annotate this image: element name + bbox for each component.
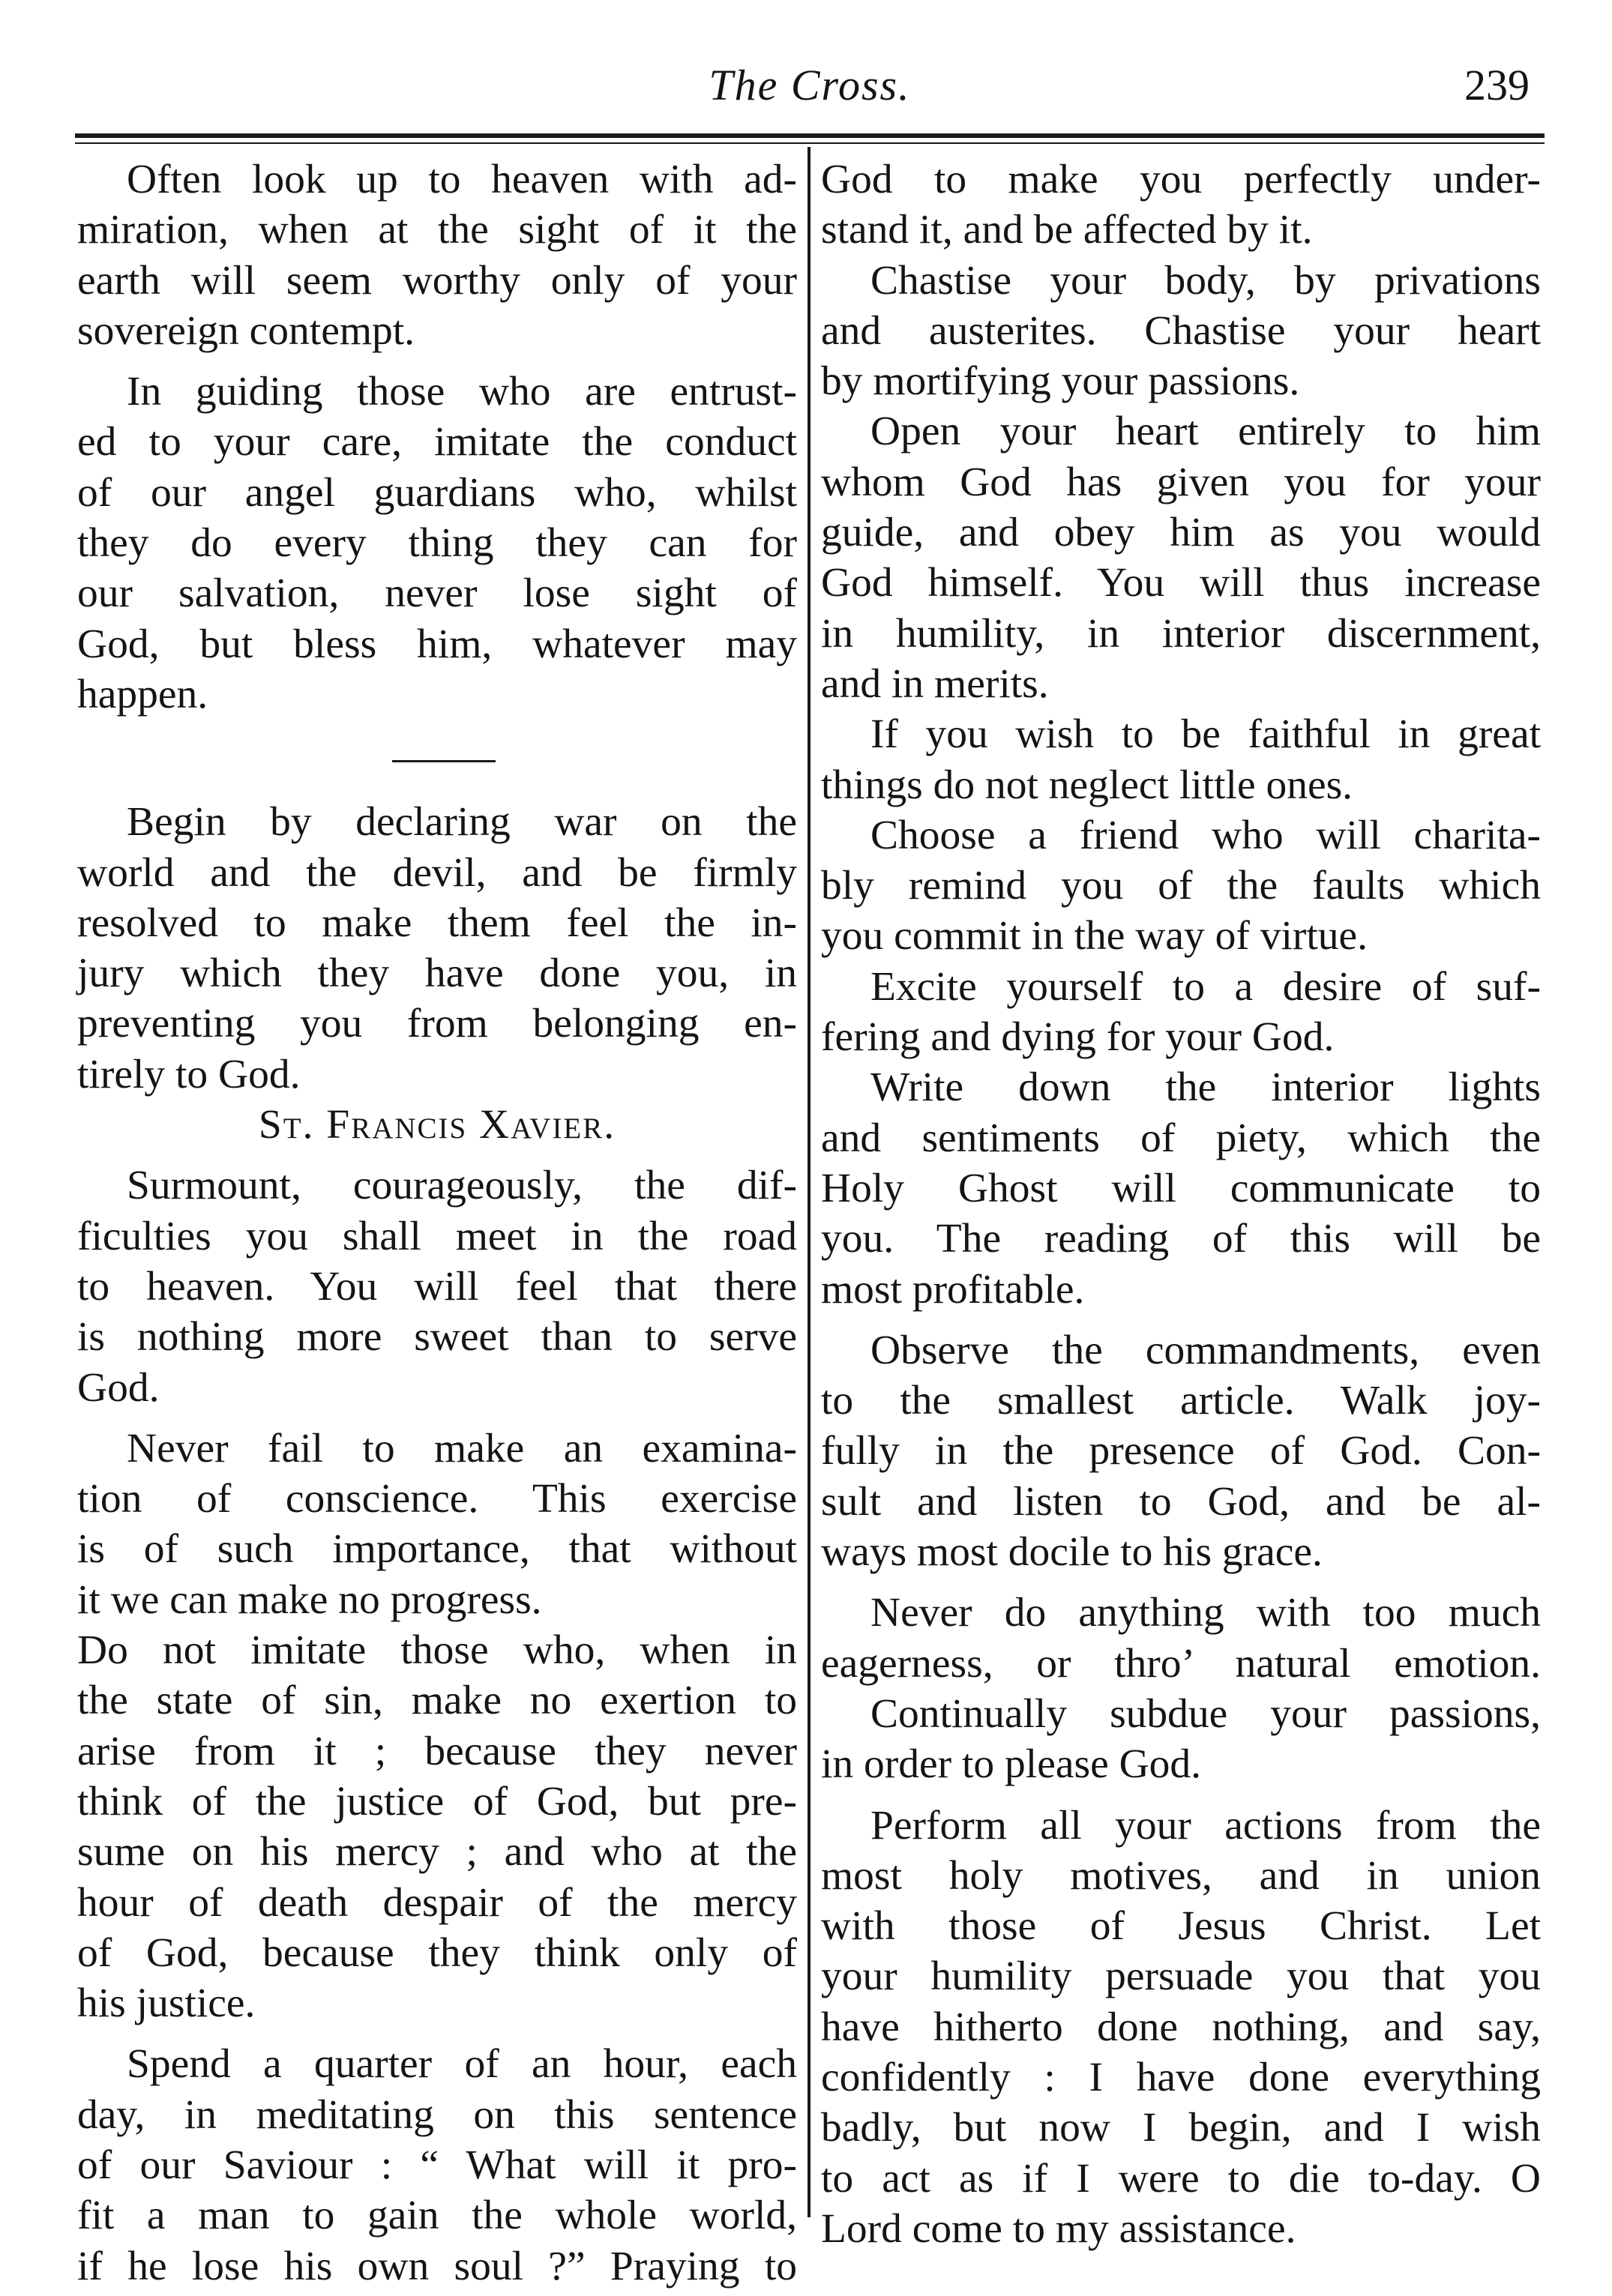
text-line: Often look up to heaven with ad- [127,157,797,202]
text-line: Do not imitate those who, when in [77,1627,797,1674]
text-line: miration, when at the sight of it the [77,207,797,253]
paragraph [821,154,1541,256]
text-line: to heaven. You will feel that there [77,1263,797,1310]
paragraph [821,1062,1541,1314]
text-line: confidently : I have done everything [821,2054,1541,2100]
text-line: Never do anything with too much [870,1590,1541,1636]
paragraph [821,1588,1541,1689]
text-line: Chastise your body, by privations [870,257,1541,304]
text-line: sume on his mercy ; and who at the [77,1829,797,1875]
text-line: Surmount, courageously, the dif- [127,1163,797,1209]
text-line: to act as if I were to die to-day. O [821,2155,1541,2202]
left-column [77,154,797,2292]
text-line: whom God has given you for your [821,459,1541,505]
text-line: God, but bless him, whatever may [77,621,797,667]
text-line: is nothing more sweet than to serve [77,1314,797,1361]
text-line: and sentiments of piety, which the [821,1115,1541,1161]
attribution-text: St. Francis Xavier. [258,1102,616,1148]
text-line: with those of Jesus Christ. Let [821,1903,1541,1950]
text-line: fit a man to gain the whole world, [77,2193,797,2239]
text-line: of our angel guardians who, whilst [77,469,797,516]
text-line: if he lose his own soul ?” Praying to [77,2243,797,2289]
text-line: badly, but now I begin, and I wish [821,2105,1541,2151]
section-separator [77,736,797,786]
text-line: they do every thing they can for [77,520,797,567]
text-line: jury which they have done you, in [77,950,797,997]
text-line: our salvation, never lose sight of [77,570,797,617]
paragraph [77,1423,797,1625]
text-line: in order to please God. [821,1741,1202,1788]
text-line: Observe the commandments, even [870,1327,1541,1373]
text-line: Holy Ghost will communicate to [821,1165,1541,1211]
text-line: to the smallest article. Walk joy- [821,1378,1541,1424]
text-line: God. [77,1364,160,1411]
text-line: think of the justice of God, but pre- [77,1778,797,1825]
paragraph [821,810,1541,962]
text-line: ed to your care, imitate the conduct [77,419,797,465]
text-line: most holy motives, and in union [821,1852,1541,1899]
paragraph [821,1801,1541,2255]
text-line: ways most docile to his grace. [821,1529,1323,1576]
text-line: sult and listen to God, and be al- [821,1478,1541,1525]
text-line: sovereign contempt. [77,307,415,354]
paragraph [77,1160,797,1412]
text-line: eagerness, or thro’ natural emotion. [821,1640,1541,1687]
text-line: you commit in the way of virtue. [821,913,1368,959]
text-line: day, in meditating on this sentence [77,2091,797,2138]
paragraph [77,1625,797,2028]
text-line: resolved to make them feel the in- [77,900,797,946]
text-line: world and the devil, and be firmly [77,849,797,896]
text-line: by mortifying your passions. [821,358,1300,405]
text-line: of our Saviour : “ What will it pro- [77,2142,797,2188]
paragraph [77,154,797,356]
text-line: God himself. You will thus increase [821,560,1541,606]
text-line: If you wish to be faithful in great [870,711,1541,758]
paragraph [821,406,1541,709]
running-title: The Cross. [709,61,911,109]
column-divider [807,147,810,2217]
text-line: fully in the presence of God. Con- [821,1428,1541,1474]
text-line: Write down the interior lights [870,1064,1541,1111]
text-line: things do not neglect little ones. [821,762,1353,808]
text-line: ficulties you shall meet in the road [77,1213,797,1259]
text-line: Choose a friend who will charita- [870,812,1541,858]
text-line: tirely to God. [77,1051,301,1097]
text-line: you. The reading of this will be [821,1216,1541,1262]
text-line: tion of conscience. This exercise [77,1476,797,1522]
text-line: and austerites. Chastise your heart [821,307,1541,354]
text-line: of God, because they think only of [77,1929,797,1976]
text-line: Continually subdue your passions, [870,1690,1541,1737]
attribution [77,1100,797,1150]
text-line: Begin by declaring war on the [127,799,797,846]
text-line: and in merits. [821,660,1049,707]
text-line: Excite yourself to a desire of suf- [870,963,1541,1010]
text-line: in humility, in interior discernment, [821,610,1541,657]
text-line: guide, and obey him as you would [821,510,1541,556]
page-number: 239 [1464,61,1530,109]
text-line: hour of death despair of the mercy [77,1879,797,1926]
text-line: his justice. [77,1980,256,2027]
text-line: bly remind you of the faults which [821,863,1541,909]
text-line: Spend a quarter of an hour, each [127,2041,797,2088]
text-line: the state of sin, make no exertion to [77,1678,797,1724]
right-column [821,154,1541,2254]
text-line: earth will seem worthy only of your [77,257,797,304]
text-line: Open your heart entirely to him [870,409,1541,455]
text-line: it we can make no progress. [77,1576,542,1623]
page-header [75,60,1545,127]
paragraph [821,709,1541,810]
paragraph [821,962,1541,1063]
paragraph [77,797,797,1100]
paragraph [821,256,1541,407]
text-line: Perform all your actions from the [870,1802,1541,1848]
text-line: happen. [77,671,208,717]
text-line: fering and dying for your God. [821,1014,1335,1061]
text-line: have hitherto done nothing, and say, [821,2004,1541,2050]
text-line: Lord come to my assistance. [821,2205,1296,2252]
header-rule-thick [75,133,1545,138]
text-line: preventing you from belonging en- [77,1001,797,1047]
text-line: stand it, and be affected by it. [821,207,1313,253]
text-line: Never fail to make an examina- [127,1425,797,1471]
text-line: arise from it ; because they never [77,1728,797,1774]
text-line: your humility persuade you that you [821,1953,1541,2000]
paragraph [821,1325,1541,1577]
text-line: most profitable. [821,1266,1085,1313]
text-line: is of such importance, that without [77,1526,797,1573]
paragraph [77,367,797,720]
header-rule-thin [75,142,1545,144]
text-line: God to make you perfectly under- [821,157,1541,202]
paragraph [821,1689,1541,1790]
text-line: In guiding those who are entrust- [127,369,797,415]
paragraph [77,2039,797,2291]
